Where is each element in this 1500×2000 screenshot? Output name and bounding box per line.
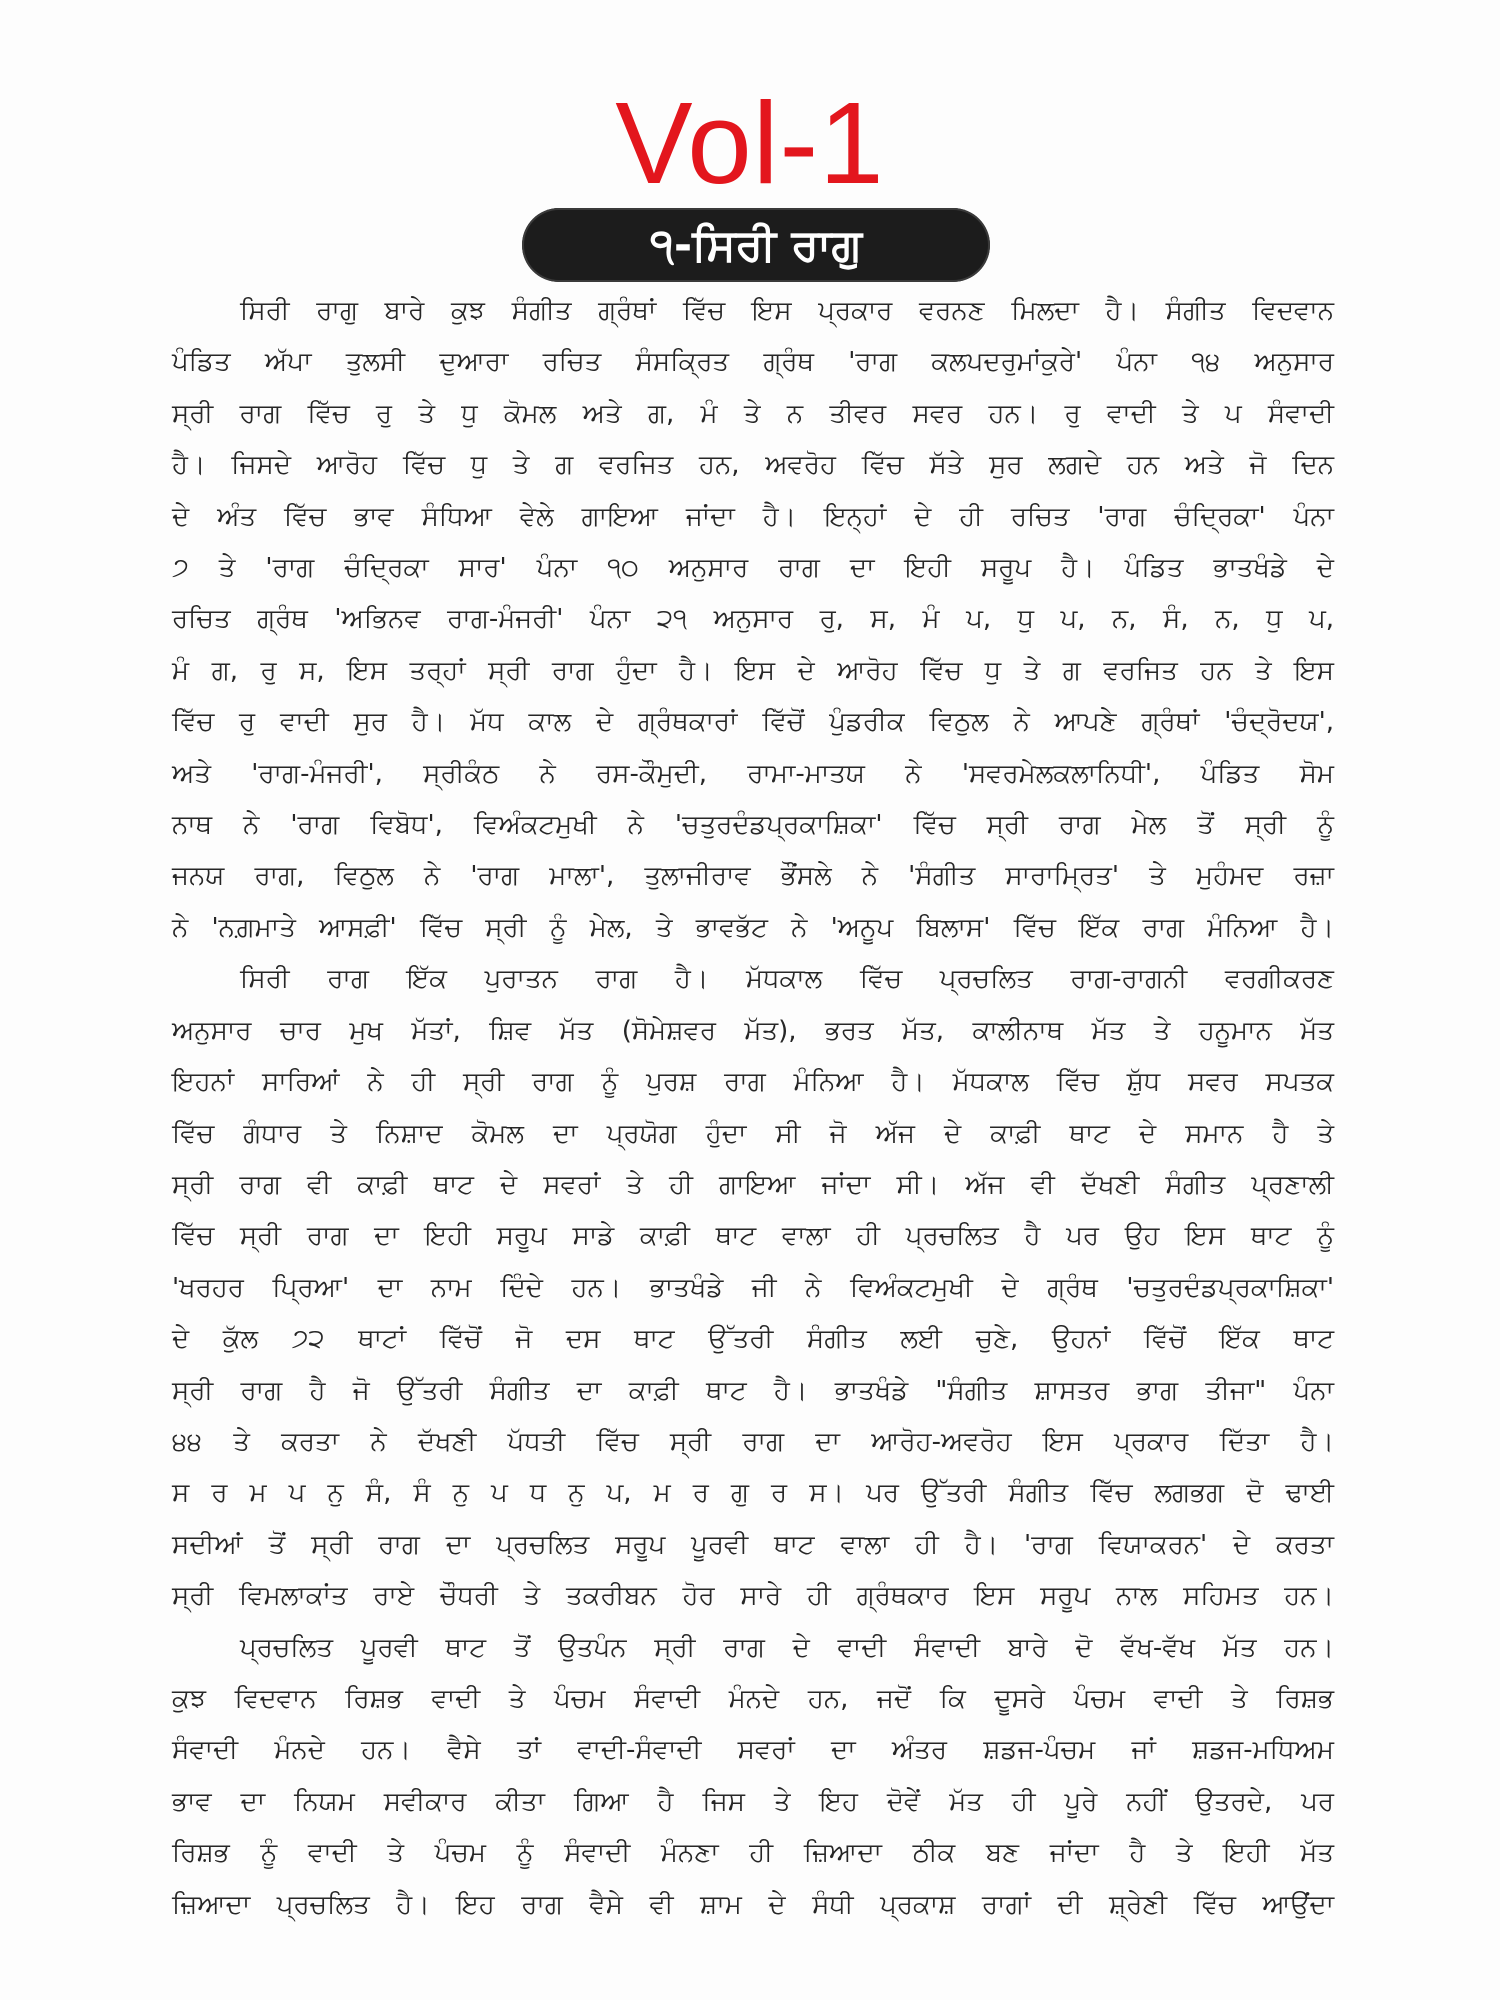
text-line: ਸ੍ਰੀ ਵਿਮਲਾਕਾਂਤ ਰਾਏ ਚੌਧਰੀ ਤੇ ਤਕਰੀਬਨ ਹੋਰ ਸਾਰੇ ਹੀ ਗ੍ਰੰਥਕਾਰ ਇਸ ਸਰੂਪ ਨਾਲ ਸਹਿਮਤ ਹਨ। [172, 1581, 1334, 1612]
text-line: ਇਹਨਾਂ ਸਾਰਿਆਂ ਨੇ ਹੀ ਸ੍ਰੀ ਰਾਗ ਨੂੰ ਪੁਰਸ਼ ਰਾਗ ਮੰਨਿਆ ਹੈ। ਮੱਧਕਾਲ ਵਿੱਚ ਸ਼ੁੱਧ ਸਵਰ ਸਪਤਕ [172, 1067, 1334, 1098]
text-line: ਅਤੇ 'ਰਾਗ-ਮੰਜਰੀ', ਸ੍ਰੀਕੰਠ ਨੇ ਰਸ-ਕੌਮੁਦੀ, ਰਾਮਾ-ਮਾਤਯ ਨੇ 'ਸਵਰਮੇਲਕਲਾਨਿਧੀ', ਪੰਡਿਤ ਸੋਮ [172, 758, 1334, 789]
text-line: ਭਾਵ ਦਾ ਨਿਯਮ ਸਵੀਕਾਰ ਕੀਤਾ ਗਿਆ ਹੈ ਜਿਸ ਤੇ ਇਹ ਦੋਵੇਂ ਮੱਤ ਹੀ ਪੂਰੇ ਨਹੀਂ ਉਤਰਦੇ, ਪਰ [172, 1786, 1334, 1817]
text-line: ੪੪ ਤੇ ਕਰਤਾ ਨੇ ਦੱਖਣੀ ਪੱਧਤੀ ਵਿੱਚ ਸ੍ਰੀ ਰਾਗ ਦਾ ਆਰੋਹ-ਅਵਰੋਹ ਇਸ ਪ੍ਰਕਾਰ ਦਿੱਤਾ ਹੈ। [172, 1426, 1334, 1457]
text-line: ਦੇ ਕੁੱਲ ੭੨ ਥਾਟਾਂ ਵਿੱਚੋਂ ਜੋ ਦਸ ਥਾਟ ਉੱਤਰੀ ਸੰਗੀਤ ਲਈ ਚੁਣੇ, ਉਹਨਾਂ ਵਿੱਚੋਂ ਇੱਕ ਥਾਟ [172, 1324, 1334, 1355]
text-line: ਕੁਝ ਵਿਦਵਾਨ ਰਿਸ਼ਭ ਵਾਦੀ ਤੇ ਪੰਚਮ ਸੰਵਾਦੀ ਮੰਨਦੇ ਹਨ, ਜਦੋਂ ਕਿ ਦੂਸਰੇ ਪੰਚਮ ਵਾਦੀ ਤੇ ਰਿਸ਼ਭ [172, 1683, 1334, 1714]
text-line: ਸਦੀਆਂ ਤੋਂ ਸ੍ਰੀ ਰਾਗ ਦਾ ਪ੍ਰਚਲਿਤ ਸਰੂਪ ਪੂਰਵੀ ਥਾਟ ਵਾਲਾ ਹੀ ਹੈ। 'ਰਾਗ ਵਿਯਾਕਰਨ' ਦੇ ਕਰਤਾ [172, 1529, 1334, 1560]
text-line: ਸ੍ਰੀ ਰਾਗ ਵਿੱਚ ਰੁ ਤੇ ਧੁ ਕੋਮਲ ਅਤੇ ਗ, ਮੰ ਤੇ ਨ ਤੀਵਰ ਸਵਰ ਹਨ। ਰੁ ਵਾਦੀ ਤੇ ਪ ਸੰਵਾਦੀ [172, 398, 1334, 429]
volume-title: Vol-1 [615, 78, 885, 208]
text-line: ਮੰ ਗ, ਰੁ ਸ, ਇਸ ਤਰ੍ਹਾਂ ਸ੍ਰੀ ਰਾਗ ਹੁੰਦਾ ਹੈ। ਇਸ ਦੇ ਆਰੋਹ ਵਿੱਚ ਧੁ ਤੇ ਗ ਵਰਜਿਤ ਹਨ ਤੇ ਇਸ [172, 655, 1334, 686]
text-line: ਦੇ ਅੰਤ ਵਿੱਚ ਭਾਵ ਸੰਧਿਆ ਵੇਲੇ ਗਾਇਆ ਜਾਂਦਾ ਹੈ। ਇਨ੍ਹਾਂ ਦੇ ਹੀ ਰਚਿਤ 'ਰਾਗ ਚੰਦ੍ਰਿਕਾ' ਪੰਨਾ [172, 501, 1334, 532]
text-line: ਸੰਵਾਦੀ ਮੰਨਦੇ ਹਨ। ਵੈਸੇ ਤਾਂ ਵਾਦੀ-ਸੰਵਾਦੀ ਸਵਰਾਂ ਦਾ ਅੰਤਰ ਸ਼ਡਜ-ਪੰਚਮ ਜਾਂ ਸ਼ਡਜ-ਮਧਿਅਮ [172, 1735, 1334, 1766]
text-line: ਰਿਸ਼ਭ ਨੂੰ ਵਾਦੀ ਤੇ ਪੰਚਮ ਨੂੰ ਸੰਵਾਦੀ ਮੰਨਣਾ ਹੀ ਜ਼ਿਆਦਾ ਠੀਕ ਬਣ ਜਾਂਦਾ ਹੈ ਤੇ ਇਹੀ ਮੱਤ [172, 1838, 1334, 1869]
paragraph-2 [172, 954, 1334, 1622]
text-line: ਵਿੱਚ ਰੁ ਵਾਦੀ ਸੁਰ ਹੈ। ਮੱਧ ਕਾਲ ਦੇ ਗ੍ਰੰਥਕਾਰਾਂ ਵਿੱਚੋਂ ਪੁੰਡਰੀਕ ਵਿਠੁਲ ਨੇ ਆਪਣੇ ਗ੍ਰੰਥਾਂ 'ਚੰਦ੍ਰੋਦਯ', [172, 707, 1334, 738]
paragraph-1 [172, 286, 1334, 954]
text-line: ਪ੍ਰਚਲਿਤ ਪੂਰਵੀ ਥਾਟ ਤੋਂ ਉਤਪੰਨ ਸ੍ਰੀ ਰਾਗ ਦੇ ਵਾਦੀ ਸੰਵਾਦੀ ਬਾਰੇ ਦੋ ਵੱਖ-ਵੱਖ ਮੱਤ ਹਨ। [240, 1632, 1334, 1663]
text-line: ਵਿੱਚ ਸ੍ਰੀ ਰਾਗ ਦਾ ਇਹੀ ਸਰੂਪ ਸਾਡੇ ਕਾਫ਼ੀ ਥਾਟ ਵਾਲਾ ਹੀ ਪ੍ਰਚਲਿਤ ਹੈ ਪਰ ਉਹ ਇਸ ਥਾਟ ਨੂੰ [172, 1221, 1334, 1252]
text-line: ੭ ਤੇ 'ਰਾਗ ਚੰਦ੍ਰਿਕਾ ਸਾਰ' ਪੰਨਾ ੧੦ ਅਨੁਸਾਰ ਰਾਗ ਦਾ ਇਹੀ ਸਰੂਪ ਹੈ। ਪੰਡਿਤ ਭਾਤਖੰਡੇ ਦੇ [172, 553, 1334, 584]
text-line: 'ਖਰਹਰ ਪ੍ਰਿਆ' ਦਾ ਨਾਮ ਦਿੰਦੇ ਹਨ। ਭਾਤਖੰਡੇ ਜੀ ਨੇ ਵਿਅੰਕਟਮੁਖੀ ਦੇ ਗ੍ਰੰਥ 'ਚਤੁਰਦੰਡਪ੍ਰਕਾਸ਼ਿਕਾ' [172, 1272, 1334, 1303]
chapter-title-banner [522, 208, 990, 282]
text-line: ਜ਼ਿਆਦਾ ਪ੍ਰਚਲਿਤ ਹੈ। ਇਹ ਰਾਗ ਵੈਸੇ ਵੀ ਸ਼ਾਮ ਦੇ ਸੰਧੀ ਪ੍ਰਕਾਸ਼ ਰਾਗਾਂ ਦੀ ਸ਼੍ਰੇਣੀ ਵਿੱਚ ਆਉਂਦਾ [172, 1889, 1334, 1920]
text-line: ਪੰਡਿਤ ਅੱਪਾ ਤੁਲਸੀ ਦੁਆਰਾ ਰਚਿਤ ਸੰਸਕ੍ਰਿਤ ਗ੍ਰੰਥ 'ਰਾਗ ਕਲਪਦਰੁਮਾਂਕੁਰੇ' ਪੰਨਾ ੧੪ ਅਨੁਸਾਰ [172, 347, 1334, 378]
text-line: ਹੈ। ਜਿਸਦੇ ਆਰੋਹ ਵਿੱਚ ਧੁ ਤੇ ਗ ਵਰਜਿਤ ਹਨ, ਅਵਰੋਹ ਵਿੱਚ ਸੱਤੇ ਸੁਰ ਲਗਦੇ ਹਨ ਅਤੇ ਜੋ ਦਿਨ [172, 450, 1334, 481]
text-line: ਰਚਿਤ ਗ੍ਰੰਥ 'ਅਭਿਨਵ ਰਾਗ-ਮੰਜਰੀ' ਪੰਨਾ ੨੧ ਅਨੁਸਾਰ ਰੁ, ਸ, ਮੰ ਪ, ਧੁ ਪ, ਨ, ਸੰ, ਨ, ਧੁ ਪ, [172, 604, 1334, 635]
text-line: ਸ੍ਰੀ ਰਾਗ ਵੀ ਕਾਫ਼ੀ ਥਾਟ ਦੇ ਸਵਰਾਂ ਤੇ ਹੀ ਗਾਇਆ ਜਾਂਦਾ ਸੀ। ਅੱਜ ਵੀ ਦੱਖਣੀ ਸੰਗੀਤ ਪ੍ਰਣਾਲੀ [172, 1169, 1334, 1200]
text-line: ਜਨਯ ਰਾਗ, ਵਿਠੁਲ ਨੇ 'ਰਾਗ ਮਾਲਾ', ਤੁਲਾਜੀਰਾਵ ਭੌਂਸਲੇ ਨੇ 'ਸੰਗੀਤ ਸਾਰਾਮ੍ਰਿਤ' ਤੇ ਮੁਹੰਮਦ ਰਜ਼ਾ [172, 861, 1334, 892]
text-line: ਨਾਥ ਨੇ 'ਰਾਗ ਵਿਬੋਧ', ਵਿਅੰਕਟਮੁਖੀ ਨੇ 'ਚਤੁਰਦੰਡਪ੍ਰਕਾਸ਼ਿਕਾ' ਵਿੱਚ ਸ੍ਰੀ ਰਾਗ ਮੇਲ ਤੋਂ ਸ੍ਰੀ ਨੂੰ [172, 810, 1334, 841]
text-line: ਸਿਰੀ ਰਾਗ ਇੱਕ ਪੁਰਾਤਨ ਰਾਗ ਹੈ। ਮੱਧਕਾਲ ਵਿੱਚ ਪ੍ਰਚਲਿਤ ਰਾਗ-ਰਾਗਨੀ ਵਰਗੀਕਰਣ [240, 964, 1334, 995]
body-text [172, 286, 1334, 1931]
text-line: ਸ ਰ ਮ ਪ ਨੁ ਸੰ, ਸੰ ਨੁ ਪ ਧ ਨੁ ਪ, ਮ ਰ ਗੁ ਰ ਸ। ਪਰ ਉੱਤਰੀ ਸੰਗੀਤ ਵਿੱਚ ਲਗਭਗ ਦੋ ਢਾਈ [172, 1478, 1334, 1509]
text-line: ਨੇ 'ਨਗ਼ਮਾਤੇ ਆਸਫ਼ੀ' ਵਿੱਚ ਸ੍ਰੀ ਨੂੰ ਮੇਲ, ਤੇ ਭਾਵਭੱਟ ਨੇ 'ਅਨੂਪ ਬਿਲਾਸ' ਵਿੱਚ ਇੱਕ ਰਾਗ ਮੰਨਿਆ ਹੈ। [172, 912, 1334, 943]
chapter-title: ੧-ਸਿਰੀ ਰਾਗੁ [650, 219, 862, 271]
text-line: ਸ੍ਰੀ ਰਾਗ ਹੈ ਜੋ ਉੱਤਰੀ ਸੰਗੀਤ ਦਾ ਕਾਫ਼ੀ ਥਾਟ ਹੈ। ਭਾਤਖੰਡੇ "ਸੰਗੀਤ ਸ਼ਾਸਤਰ ਭਾਗ ਤੀਜਾ" ਪੰਨਾ [172, 1375, 1334, 1406]
text-line: ਵਿੱਚ ਗੰਧਾਰ ਤੇ ਨਿਸ਼ਾਦ ਕੋਮਲ ਦਾ ਪ੍ਰਯੋਗ ਹੁੰਦਾ ਸੀ ਜੋ ਅੱਜ ਦੇ ਕਾਫ਼ੀ ਥਾਟ ਦੇ ਸਮਾਨ ਹੈ ਤੇ [172, 1118, 1334, 1149]
text-line: ਸਿਰੀ ਰਾਗੁ ਬਾਰੇ ਕੁਝ ਸੰਗੀਤ ਗ੍ਰੰਥਾਂ ਵਿੱਚ ਇਸ ਪ੍ਰਕਾਰ ਵਰਨਣ ਮਿਲਦਾ ਹੈ। ਸੰਗੀਤ ਵਿਦਵਾਨ [240, 296, 1334, 326]
paragraph-3 [172, 1623, 1334, 1931]
text-line: ਅਨੁਸਾਰ ਚਾਰ ਮੁਖ ਮੱਤਾਂ, ਸ਼ਿਵ ਮੱਤ (ਸੋਮੇਸ਼ਵਰ ਮੱਤ), ਭਰਤ ਮੱਤ, ਕਾਲੀਨਾਥ ਮੱਤ ਤੇ ਹਨੂਮਾਨ ਮੱਤ [172, 1015, 1334, 1046]
